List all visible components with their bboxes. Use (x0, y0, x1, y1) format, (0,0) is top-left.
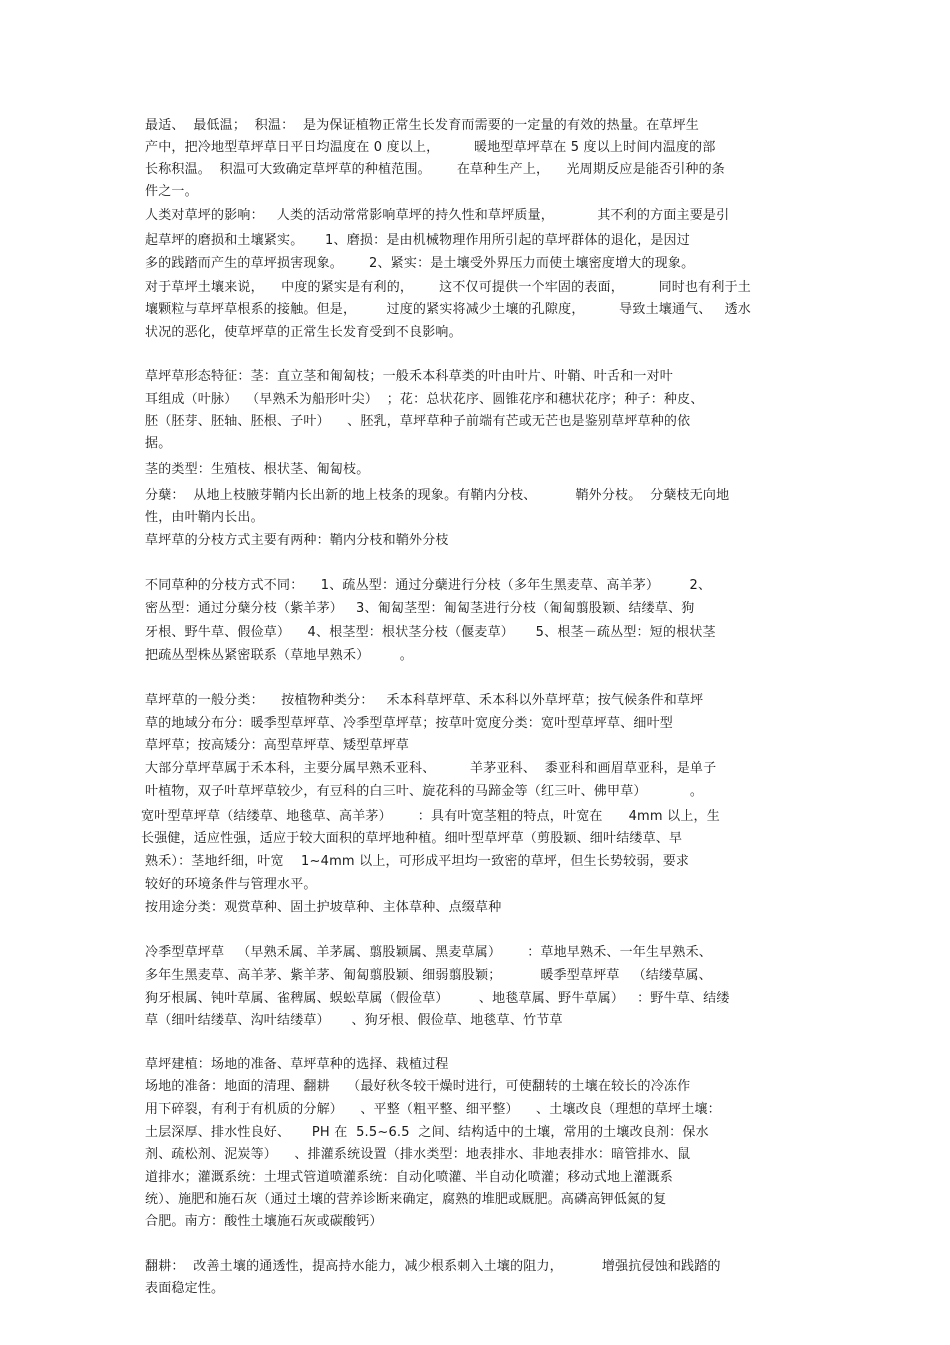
text-line: 耳组成（叶脉） （早熟禾为船形叶尖） ；花：总状花序、圆锥花序和穗状花序；种子：种皮、 (145, 392, 704, 407)
text-line: 草坪建植：场地的准备、草坪草种的选择、栽植过程 (145, 1057, 449, 1072)
text-line: 合肥。南方：酸性土壤施石灰或碳酸钙） (145, 1214, 383, 1229)
text-line: 多年生黑麦草、高羊茅、紫羊茅、匍匐翦股颖、细弱翦股颖； 暖季型草坪草 （结缕草属、 (145, 968, 712, 983)
text-line: 草（细叶结缕草、沟叶结缕草） 、狗牙根、假俭草、地毯草、竹节草 (145, 1013, 563, 1028)
text-line: 件之一。 (145, 184, 198, 199)
text-line: 统）、施肥和施石灰（通过土壤的营养诊断来确定，腐熟的堆肥或厩肥。高磷高钾低氮的复 (145, 1192, 667, 1207)
text-line: 壤颗粒与草坪草根系的接触。但是， 过度的紧实将减少土壤的孔隙度， 导致土壤通气、 透水 (145, 302, 751, 317)
text-line: 大部分草坪草属于禾本科，主要分属早熟禾亚科、 羊茅亚科、 黍亚科和画眉草亚科，是单子 (145, 761, 717, 776)
text-line: 产中，把冷地型草坪草日平日均温度在 0 度以上， 暖地型草坪草在 5 度以上时间内温度的部 (145, 140, 716, 155)
text-line: 长称积温。 积温可大致确定草坪草的种植范围。 在草种生产上， 光周期反应是能否引种的条 (145, 162, 725, 177)
text-line: 人类对草坪的影响： 人类的活动常常影响草坪的持久性和草坪质量， 其不利的方面主要是引 (145, 208, 730, 223)
text-line: 叶植物，双子叶草坪草较少，有豆科的白三叶、旋花科的马蹄金等（红三叶、佛甲草） 。 (145, 784, 704, 799)
text-line: 草的地域分布分：暖季型草坪草、冷季型草坪草；按草叶宽度分类：宽叶型草坪草、细叶型 (145, 716, 674, 731)
text-line: 土层深厚、排水性良好、 PH 在 5.5~6.5 之间、结构适中的土壤，常用的土壤改良剂：保水 (145, 1125, 709, 1140)
text-line: 熟禾）：茎地纤细，叶宽 1~4mm 以上，可形成平坦均一致密的草坪，但生长势较弱，要求 (145, 854, 690, 869)
text-line: 翻耕： 改善土壤的通透性，提高持水能力，减少根系刺入土壤的阻力， 增强抗侵蚀和践踏的 (145, 1259, 721, 1274)
text-line: 用下碎裂，有利于有机质的分解） 、平整（粗平整、细平整） 、土壤改良（理想的草坪土壤： (145, 1102, 721, 1117)
text-line: 茎的类型：生殖枝、根状茎、匍匐枝。 (145, 462, 370, 477)
text-line: 场地的准备：地面的清理、翻耕 （最好秋冬较干燥时进行，可使翻转的土壤在较长的冷冻作 (145, 1079, 691, 1094)
text-line: 最适、 最低温； 积温： 是为保证植物正常生长发育而需要的一定量的有效的热量。在草坪生 (145, 118, 699, 133)
text-line: 草坪草的分枝方式主要有两种：鞘内分枝和鞘外分枝 (145, 533, 449, 548)
text-line: 宽叶型草坪草（结缕草、地毯草、高羊茅） ：具有叶宽茎粗的特点，叶宽在 4mm 以上，生 (141, 809, 720, 824)
text-line: 冷季型草坪草 （早熟禾属、羊茅属、翦股颖属、黑麦草属） ：草地早熟禾、一年生早熟禾、 (145, 945, 712, 960)
text-line: 状况的恶化，使草坪草的正常生长发育受到不良影响。 (145, 325, 462, 340)
text-line: 不同草种的分枝方式不同： 1、疏丛型：通过分蘖进行分枝（多年生黑麦草、高羊茅） 2、 (145, 578, 712, 593)
text-line: 剂、疏松剂、泥炭等） 、排灌系统设置（排水类型：地表排水、非地表排水：暗管排水、鼠 (145, 1147, 691, 1162)
text-line: 较好的环境条件与管理水平。 (145, 877, 317, 892)
text-line: 对于草坪土壤来说， 中度的紧实是有利的， 这不仅可提供一个牢固的表面， 同时也有利于土 (145, 280, 751, 295)
text-line: 性，由叶鞘内长出。 (145, 510, 264, 525)
text-line: 据。 (145, 436, 172, 451)
text-line: 道排水；灌溉系统：土埋式管道喷灌系统：自动化喷灌、半自动化喷灌；移动式地上灌溉系 (145, 1170, 674, 1185)
text-line: 起草坪的磨损和土壤紧实。 1、磨损：是由机械物理作用所引起的草坪群体的退化，是因过 (145, 233, 690, 248)
text-line: 牙根、野牛草、假俭草） 4、根茎型：根状茎分枝（偃麦草） 5、根茎－疏丛型：短的根状茎 (145, 625, 716, 640)
text-line: 把疏丛型株丛紧密联系（草地早熟禾） 。 (145, 648, 413, 663)
text-line: 分蘖： 从地上枝腋芽鞘内长出新的地上枝条的现象。有鞘内分枝、 鞘外分枝。 分蘖枝无向地 (145, 488, 730, 503)
text-line: 密丛型：通过分蘖分枝（紫羊茅） 3、匍匐茎型：匍匐茎进行分枝（匍匐翦股颖、结缕草、狗 (145, 601, 695, 616)
text-line: 草坪草；按高矮分：高型草坪草、矮型草坪草 (145, 738, 410, 753)
text-line: 草坪草的一般分类： 按植物种类分： 禾本科草坪草、禾本科以外草坪草；按气候条件和草坪 (145, 693, 704, 708)
text-line: 长强健，适应性强，适应于较大面积的草坪地种植。细叶型草坪草（剪股颖、细叶结缕草、早 (141, 831, 683, 846)
text-line: 狗牙根属、钝叶草属、雀稗属、蜈蚣草属（假俭草） 、地毯草属、野牛草属） ：野牛草、结缕 (145, 991, 730, 1006)
text-line: 表面稳定性。 (145, 1281, 225, 1296)
text-line: 多的践踏而产生的草坪损害现象。 2、紧实：是土壤受外界压力而使土壤密度增大的现象。 (145, 256, 695, 271)
text-line: 按用途分类：观赏草种、固土护坡草种、主体草种、点缀草种 (145, 900, 502, 915)
text-line: 胚（胚芽、胚轴、胚根、子叶） 、胚乳，草坪草种子前端有芒或无芒也是鉴别草坪草种的依 (145, 414, 691, 429)
text-line: 草坪草形态特征：茎：直立茎和匍匐枝；一般禾本科草类的叶由叶片、叶鞘、叶舌和一对叶 (145, 369, 674, 384)
